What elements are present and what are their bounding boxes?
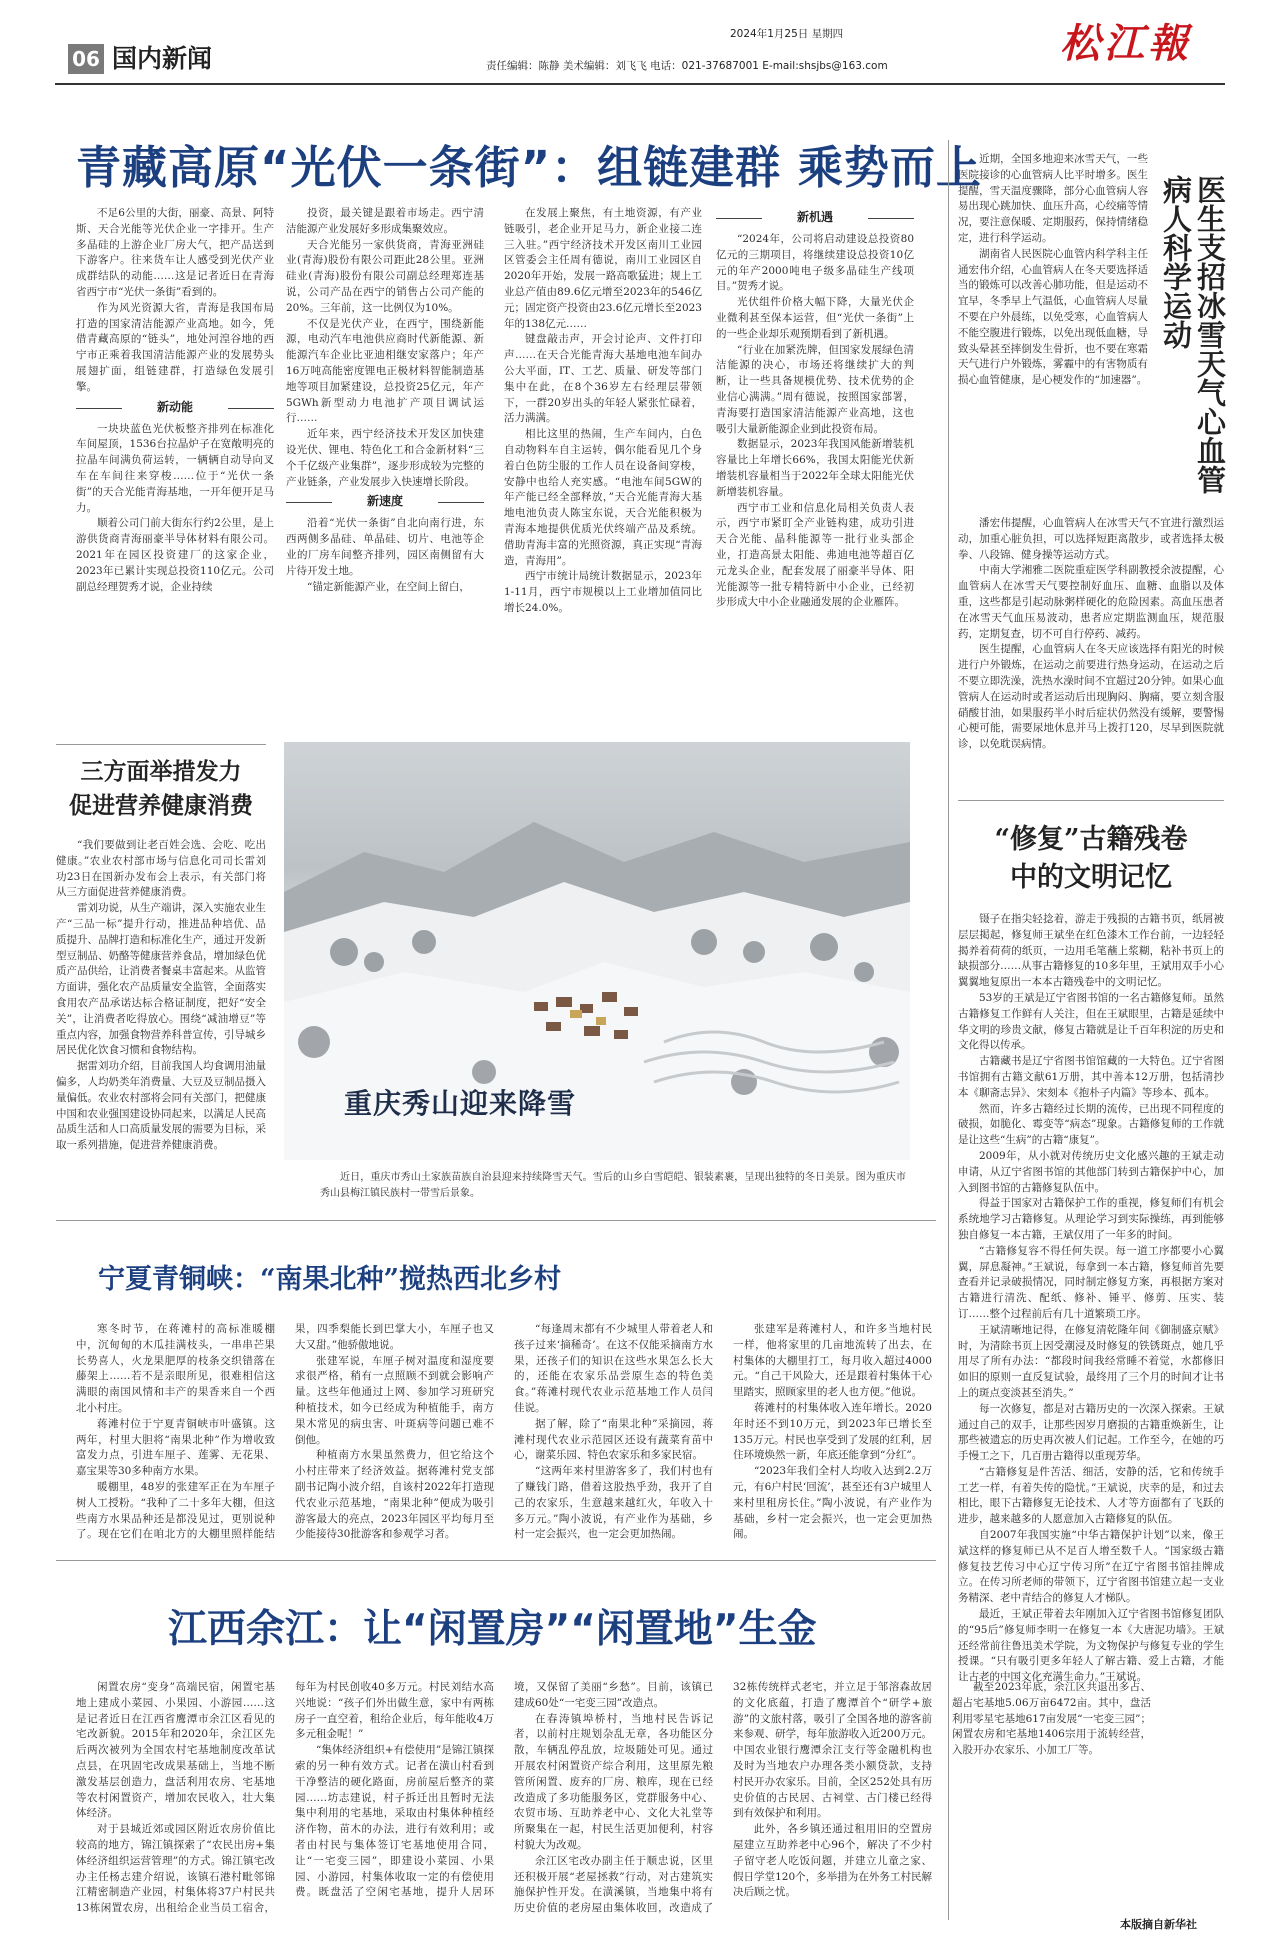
doctor-body-column — [958, 516, 1224, 784]
paragraph: 然而，许多古籍经过长期的流传，已出现不同程度的破损，如脆化、霉变等“病态”现象。古籍修复师的工作就是让这些“生病”的古籍“康复”。 — [958, 1102, 1224, 1147]
paragraph: 最近，王斌正带着去年刚加入辽宁省图书馆修复团队的“95后”修复师李明一在修复一本《大唐泥功墙》。王斌还经常前往鲁迅美术学院，为文物保护与修复专业的学生授课。“只有吸引更多年轻人了解古籍、爱上古籍，才能让古老的中国文化充满生命力。”王斌说。 — [958, 1608, 1224, 1684]
paragraph: 光伏组件价格大幅下降，大量光伏企业微利甚至保本运营，但“光伏一条街”上的一些企业却乐观预期看到了新机遇。 — [716, 296, 914, 340]
paragraph: “古籍修复是件苦活、细活，安静的活，它和传统手工艺一样，有着失传的隐忧。”王斌说，庆幸的是，和过去相比，眼下古籍修复无论技术、人才等方面都有了飞跃的进步，越来越多的人愿意加入古籍修复的队伍。 — [958, 1465, 1224, 1526]
source-credit: 本版摘自新华社 — [1120, 1918, 1197, 1931]
ningxia-headline: 宁夏青铜峡：“南果北种”搅热西北乡村 — [98, 1264, 562, 1295]
paragraph: “2024年，公司将启动建设总投资80亿元的三期项目，将继续建设总投资10亿元的年产2000吨电子级多晶硅生产线项目。”贺秀才说。 — [716, 233, 914, 293]
masthead-rule — [55, 83, 1225, 85]
paragraph: 投资，最关键是跟着市场走。西宁清洁能源产业发展好多形成集聚效应。 — [286, 207, 484, 235]
paragraph: 一块块蓝色光伏板整齐排列在标准化车间屋顶，1536台拉晶炉子在宽敞明亮的拉晶车间满负荷运转，一辆辆自动导向叉车在车间往来穿梭……位于“光伏一条街”的天合光能青海基地，一开年便开足马力。 — [76, 422, 274, 514]
paragraph: 自2007年我国实施“中华古籍保护计划”以来，像王斌这样的修复师已从不足百人增至数千人。“国家级古籍修复技艺传习中心辽宁传习所”在辽宁省图书馆挂牌成立。在传习所老师的带领下，辽宁省图书馆建立起一支业务精深、老中青结合的修复人才梯队。 — [958, 1529, 1224, 1605]
paragraph: “每逢周末都有不少城里人带着老人和孩子过来‘摘稀奇’。在这不仅能采摘南方水果，还孩子们的知识在这些水果怎么长大的，还能在农家乐品尝原生态的特色美食。”蒋滩村现代农业示范基地工作人员闫佳说。 — [514, 1323, 713, 1414]
paragraph: 中南大学湘雅二医院重症医学科副教授余波提醒，心血管病人在冰雪天气要控制好血压、血糖、血脂以及体重，这些都是引起动脉粥样硬化的危险因素。高血压患者在冰雪天气血压易波动，患者应定期监测血压，规范服药，定期复查，切不可自行停药、减药。 — [958, 564, 1224, 640]
paragraph: 天合光能另一家供货商，青海亚洲硅业(青海)股份有限公司距此28公里。亚洲硅业(青海)股份有限公司副总经理郑连基说，公司产品在西宁的销售占公司产能的20%。三年前，这一比例仅为10%。 — [286, 238, 484, 314]
ancient-headline-line1: “修复”古籍残卷 — [994, 824, 1188, 855]
paragraph: “我们要做到让老百姓会选、会吃、吃出健康。”农业农村部市场与信息化司司长雷刘功23日在国新办发布会上表示，有关部门将从三方面促进营养健康消费。 — [56, 839, 266, 899]
doctor-intro-column — [958, 152, 1148, 514]
paragraph: 得益于国家对古籍保护工作的重视，修复师们有机会系统地学习古籍修复。从理论学习到实际操练，再到能够独自修复一本古籍，王斌仅用了一年多的时间。 — [958, 1197, 1224, 1241]
main-column-2 — [286, 206, 484, 686]
photo-overlay-title: 重庆秀山迎来降雪 — [344, 1087, 577, 1120]
paragraph: 键盘敲击声，开会讨论声、文件打印声……在天合光能青海大基地电池车间办公大平面，IT、工艺、质量、研发等部门集中在此，在8个36岁左右经理层带领下，一群20岁出头的年轻人紧张忙碌着，活力满满。 — [504, 333, 702, 425]
paragraph: “古籍修复容不得任何失误。每一道工序都要小心翼翼，屏息凝神。”王斌说，每拿到一本古籍，修复师首先要查看并记录破损情况，同时制定修复方案，再根据方案对古籍进行清洗、配纸、修补、锤平、修剪、压实、装订……整个过程前后有几十道繁琐工序。 — [958, 1244, 1224, 1320]
paragraph: 顺着公司门前大街东行约2公里，是上游供货商青海丽豪半导体材料有限公司。2021年在园区投资建厂的这家企业，2023年已累计实现总投资110亿元。公司副总经理贺秀才说，企业持续 — [76, 517, 274, 593]
paragraph: 截至2023年底，余江区共退出多占、超占宅基地5.06万亩6472亩。其中，盘活利用零星宅基地617亩发展“一宅变三园”；闲置农房和宅基地1406宗用于流转经营，入股开办农家乐、小加工厂等。 — [952, 1681, 1151, 1757]
paragraph: 近年来，西宁经济技术开发区加快建设光伏、锂电、特色化工和合金新材料“三个千亿级产业集群”，逐步形成较为完整的产业链条，产业发展步入快速增长阶段。 — [286, 428, 484, 488]
issue-date: 2024年1月25日 星期四 — [730, 28, 844, 40]
main-column-1 — [76, 206, 274, 686]
paragraph: 2009年，从小就对传统历史文化感兴趣的王斌走动申请，从辽宁省图书馆的其他部门转到古籍保护中心，加入到图书馆的古籍修复队伍中。 — [958, 1149, 1224, 1194]
paragraph: 西宁市工业和信息化局相关负责人表示，西宁市紧盯全产业链构建，成功引进天合光能、晶科能源等一批行业头部企业，打造高景太阳能、弗迪电池等超百亿元龙头企业，配套发展了丽豪半导体、阳光能源等一批专精特新中小企业，已经初步形成大中小企业融通发展的企业雁阵。 — [716, 501, 914, 609]
paragraph: 近期，全国多地迎来冰雪天气，一些医院接诊的心血管病人比平时增多。医生提醒，雪天温度骤降，部分心血管病人容易出现心跳加快、血压升高，心绞痛等情况，要注意保暖、定期服药，保持情绪稳定，进行科学运动。 — [958, 153, 1148, 244]
paragraph: 张建军是蒋滩村人，和许多当地村民一样，他将家里的几亩地流转了出去，在村集体的大棚里打工，每月收入超过4000元。“自己干风险大，还是跟着村集体干心里踏实，照顾家里的老人也方便。”他说。 — [733, 1323, 932, 1399]
section-rule — [56, 1220, 936, 1221]
paragraph: 据了解，除了“南果北种”采摘园，蒋滩村现代农业示范园区还设有蔬菜育苗中心，谢菜乐园、特色农家乐和多家民宿。 — [514, 1417, 713, 1462]
column-divider — [948, 140, 949, 1920]
paragraph: 不仅是光伏产业，在西宁，围绕新能源，电动汽车电池供应商时代新能源、新能源汽车企业比亚迪相继安家落户；年产16万吨高能密度锂电正极材料智能制造基地等项目加紧建设，总投资25亿元，年产5GWh新型动力电池扩产项目调试运行…… — [286, 317, 484, 425]
paper-logo: 松江報 — [1060, 20, 1192, 67]
subhead-new-speed: 新速度 — [286, 494, 484, 510]
paragraph: 雷刘功说，从生产端讲，深入实施农业生产“三品一标”提升行动，推进品种培优、品质提升、品牌打造和标准化生产，通过开发新型豆制品、奶酪等健康营养食品，增加绿色优质产品供给，让消费者餐桌丰富起来。从监管方面讲，强化农产品质量安全监管，全面落实食用农产品承诺达标合格证制度，把好“安全关”，让消费者吃得放心。围绕“减油增豆”等重点内容，加强食物营养科普宣传，引导城乡居民优化饮食习惯和食物结构。 — [56, 902, 266, 1057]
paragraph: 湖南省人民医院心血管内科学科主任通宏伟介绍，心血管病人在冬天要选择适当的锻炼可以改善心肺功能，但是运动不宜早，冬季早上气温低，心血管病人尽量不要在户外晨练，以免受寒，心血管病人不能空腹进行锻炼，以免出现低血糖，导致头晕甚至摔倒发生骨折，也不要在寒霜天气进行户外锻炼，雾霾中的有害物质有损心血管健康，是心梗发作的“加速器”。 — [958, 247, 1148, 387]
paragraph: 闲置农房“变身”高端民宿，闲置宅基地上建成小菜园、小果园、小游园……这是记者近日在江西省鹰潭市余江区看见的宅改新貌。2015年和2020年，余江区先后两次被列为全国农村宅基地制度改革试点县，在巩固宅改成果基础上，当地不断激发基层创造力，盘活利用农房、宅基地等农村闲置资产，增加农民收入，壮大集体经济。 — [76, 1681, 275, 1820]
paragraph: 医生提醒，心血管病人在冬天应该选择有阳光的时候进行户外锻炼，在运动之前要进行热身运动，在运动之后不要立即洗澡，洗热水澡时间不宜超过20分钟。如果心血管病人在运动时或者运动后出现胸闷、胸痛，要立刻含服硝酸甘油，如果服药半小时后症状仍然没有缓解，要警惕心梗可能，需要尿地休息并马上拨打120，尽早到医院就诊，以免耽误病情。 — [958, 643, 1224, 751]
jiangxi-body — [76, 1680, 1151, 1926]
section-rule — [56, 1560, 936, 1561]
paragraph: 相比这里的热闹，生产车间内，白色自动物料车自主运转，偶尔能看见几个身着白色防尘服的工作人员在设备间穿梭，安静中也给人充实感。“电池车间5GW的年产能已经全部释放，”天合光能青海大基地电池负责人陈宝东说，天合光能积极为青海本地提供优质光伏终端产品及系统。借助青海丰富的光照资源，真正实现“青海造，青海用”。 — [504, 428, 702, 567]
paragraph: 蒋滩村的村集体收入连年增长。2020年时还不到10万元，到2023年已增长至135万元。村民也享受到了发展的红利，居住环境焕然一新，年底还能拿到“分红”。 — [733, 1401, 932, 1462]
photo-caption: 近日，重庆市秀山土家族苗族自治县迎来持续降雪天气。雪后的山乡白雪皑皑、银装素裹，呈现出独特的冬日美景。图为重庆市秀山县梅江镇民族村一带雪后景象。 — [320, 1172, 906, 1199]
paragraph: 每一次修复，都是对古籍历史的一次深入探索。王斌通过自己的双手，让那些因岁月磨损的古籍重焕新生，让那些被遗忘的历史再次被人们记起。工作至今，在她的巧手慢工之下，几百册古籍得以重现芳华。 — [958, 1402, 1224, 1463]
paragraph: 王斌清晰地记得，在修复清乾隆年间《御制盛京赋》时，为清除书页上因受潮浸及时修复的铁锈斑点，她几乎用尽了所有办法：“都段时间我经常睡不着觉，水都修旧如旧的原则一直反复试验，最终用了三个月的时间才让书上的斑点变淡甚至消失。” — [958, 1323, 1224, 1399]
jiangxi-headline: 江西余江：让“闲置房”“闲置地”生金 — [168, 1607, 817, 1652]
snow-village-photo — [284, 742, 910, 1160]
paragraph: 此外，各乡镇还通过租用旧的空置房屋建立互助养老中心96个，解决了不少村子留守老人吃饭问题，并建立儿童之家、假日学堂120个，多举措为在外务工村民解决后顾之忧。 — [733, 1823, 932, 1899]
health-body — [56, 838, 266, 1276]
main-column-4 — [716, 206, 914, 686]
paragraph: 潘宏伟提醒，心血管病人在冰雪天气不宜进行激烈运动，加重心脏负担，可以选择短距离散步，或者选择太极拳、八段锦、健身操等运动方式。 — [958, 517, 1224, 561]
paragraph: 余江区宅改办副主任于顺忠说，区里还积极开展“老屋拯救”行动，对古建筑实施保护性开发。在潢溪镇，当地集中将有历史价值的老房屋由集体收回，改造成了32栋传统样式老宅，并立足于邹溶森故居的文化底蕴，打造了鹰潭首个“研学+旅游”的文旅村落，吸引了全国各地的游客前来参观、研学，每年旅游收入近200万元。中国农业银行鹰潭余江支行等金融机构也及时为当地农户办理各类小额贷款，支持村民开办农家乐。目前，全区252处具有历史价值的古民居、古祠堂、古门楼已经得到有效保护和利用。 — [514, 1681, 932, 1915]
main-headline: 青藏高原“光伏一条街”：组链建群 乘势而上 — [76, 141, 982, 194]
section-name: 国内新闻 — [112, 44, 213, 73]
paragraph: “集体经济组织+有偿使用”是锦江镇探索的另一种有效方式。记者在潢山村看到干净整洁的硬化路面，房前屋后整齐的菜园……坊志建说，村子拆迁出且暂时无法集中利用的宅基地，采取由村集体种植经济作物，苗木的办法，进行有效利用；或者由村民与集体签订宅基地使用合同，让“一宅变三园”，即建设小菜园、小果园、小游园，村集体收取一定的有偿使用费。既盘活了空闲宅基地，提升人居环境，又保留了美丽“乡愁”。目前，该镇已建成60处“一宅变三园”改造点。 — [295, 1681, 713, 1899]
paragraph: “锚定新能源产业，在空间上留白， — [307, 580, 470, 593]
paragraph: 在春涛镇埠桥村，当地村民告诉记者，以前村庄规划杂乱无章，各功能区分散，车辆乱停乱放，垃圾随处可见。通过开展农村闲置资产综合利用，这里原先粮管所闲置、废弃的厂房、粮库，现在已经改造成了多功能服务区，党群服务中心、农贸市场、互助养老中心、文化大礼堂等所聚集在一起，村民生活更加便利，村容村貌大为改观。 — [514, 1712, 713, 1851]
section-rule — [56, 744, 266, 745]
main-column-3 — [504, 206, 702, 686]
paragraph: 作为风光资源大省，青海是我国布局打造的国家清洁能源产业高地。如今，凭借青藏高原的“链头”，地处河湟谷地的西宁市正乘着我国清洁能源产业的发展势头展翅扩面，组链建群，打造绿色发展引擎。 — [76, 301, 274, 393]
page-number: 06 — [68, 44, 104, 74]
health-headline-line1: 三方面举措发力 — [80, 758, 242, 785]
paragraph: 数据显示，2023年我国风能新增装机容量比上年增长66%，我国太阳能光伏新增装机容量相当于2022年全球太阳能光伏新增装机容量。 — [716, 438, 914, 498]
editor-info: 责任编辑：陈静 美术编辑：刘飞飞 电话：021-37687001 E-mail:shsjbs@163.com — [486, 60, 888, 72]
ancient-headline-line2: 中的文明记忆 — [1010, 862, 1172, 893]
health-headline-line2: 促进营养健康消费 — [69, 792, 253, 819]
paragraph: 对于县城近郊或园区附近农房价值比较高的地方，锦江镇探索了“农民出房+集体经济组织运营管理”的方式。锦江镇宅改办主任杨志建介绍说，该镇石港村毗邻锦江精密制造产业园，村集体将37户村民共13栋闲置农房，出租给企业当员工宿舍，每年为村民创收40多万元。村民刘结水高兴地说：“孩子们外出做生意，家中有两栋房子一直空着，租给企业后，每年能收4万多元租金呢！” — [76, 1681, 494, 1915]
subhead-wrap — [716, 206, 914, 232]
paragraph: 沿着“光伏一条街”自北向南行进，东西两侧多晶硅、单晶硅、切片、电池等企业的厂房车间整齐排列，园区南侧留有大片待开发土地。 — [286, 517, 484, 577]
paragraph: 在发展上聚焦，有土地资源，有产业链吸引，老企业开足马力，新企业接二连三入驻。”西宁经济技术开发区南川工业园区管委会主任周有德说，南川工业园区自2020年开始，发展一路高歌猛进；规上工业总产值由89.6亿元增至2023年的546亿元；固定资产投资由23.6亿元增长至2023年的138亿元…… — [504, 207, 702, 330]
paragraph: 镊子在指尖轻捻着，游走于残损的古籍书页，纸屑被层层掲起，修复师王斌坐在红色漆木工作台前，一边轻轻揭养着荷荷的纸页，一边用毛笔蘸上浆糊，粘补书页上的缺损部分……从事古籍修复的10多年里，王斌用双手小心翼翼地复原出一本本古籍残卷中的文明记忆。 — [958, 913, 1224, 989]
paragraph: 53岁的王斌是辽宁省图书馆的一名古籍修复师。虽然古籍修复工作鲜有人关注，但在王斌眼里，古籍是延续中华文明的珍贵文献，修复古籍就是让千百年积淀的历史和文化得以传承。 — [958, 991, 1224, 1052]
subhead-new-opportunity: 新机遇 — [716, 210, 914, 226]
paragraph: 据雷刘功介绍，目前我国人均食调用油量偏多，人均奶类年消费量、大豆及豆制品摄入量偏低。农业农村部将会同有关部门，把健康中国和农业强国建设协同起来，以满足人民高品质生活和人口高质量发展的需要为目标，采取一系列措施，促进营养健康消费。 — [56, 1060, 266, 1152]
subhead-new-momentum: 新动能 — [76, 400, 274, 416]
paragraph: 不足6公里的大街，丽豪、高景、阿特斯、天合光能等光伏企业一字排开。生产多晶硅的上游企业厂房大气，把产品送到下游客户。往来货车让人感受到光伏产业成群结队的动能……这是记者近日在青海省西宁市“光伏一条街”看到的。 — [76, 207, 274, 298]
paragraph: 暖棚里，48岁的张建军正在为车厘子树人工授粉。“我种了二十多年大棚，但这些南方水果品种还是都没见过，更别说种了。现在它们在咱北方的大棚里照样能结果，四季梨能长到巴掌大小，车厘子也又大又甜。”他骄傲地说。 — [76, 1323, 494, 1541]
paragraph: 古籍藏书是辽宁省图书馆馆藏的一大特色。辽宁省图书馆拥有古籍文献61万册，其中善本12万册，包括清抄本《聊斋志异》、宋刻本《抱朴子内篇》等珍本、孤本。 — [958, 1055, 1224, 1099]
doctor-headline: 医生支招冰雪天气心血管病人科学运动 — [1159, 175, 1227, 494]
paragraph: “这两年来村里游客多了，我们村也有了赚钱门路，借着这股热乎劲，我开了自己的农家乐，生意越来越红火，年收入十多万元。”陶小波说，有产业作为基础，乡村一定会振兴，也一定会更加热闹。 — [514, 1465, 713, 1541]
paragraph: 张建军说，车厘子树对温度和湿度要求很严格，稍有一点照顾不到就会影响产量。这些年他通过上网、参加学习班研究种植技术，如今已经成为种植能手，南方果木常见的病虫害、叶斑病等问题已难不倒他。 — [295, 1354, 494, 1446]
paragraph: 种植南方水果虽然费力，但它给这个小村庄带来了经济效益。据蒋滩村党支部副书记陶小波介绍，自该村2022年打造现代农业示范基地，“南果北种”便成为吸引游客最大的亮点，2023年园区平均每月至少能接待30批游客和参观学习者。 — [295, 1449, 494, 1541]
ningxia-body — [76, 1322, 932, 1548]
paragraph: 西宁市统计局统计数据显示，2023年1-11月，西宁市规模以上工业增加值同比增长24.0%。 — [504, 570, 702, 614]
section-rule — [958, 800, 1224, 801]
subhead-wrap — [76, 396, 274, 422]
paragraph: 蒋滩村位于宁夏青铜峡市叶盛镇。这两年，村里大胆将“南果北种”作为增收致富发力点，引进车厘子、莲雾、无花果、嘉宝果等30多种南方水果。 — [76, 1417, 275, 1478]
paragraph: “行业在加紧洗牌，但国家发展绿色清洁能源的决心，市场还将继续扩大的判断，让一些具备规模优势、技术优势的企业信心满满。”周有德说，按照国家部署，青海要打造国家清洁能源产业高地，这也吸引大量新能源企业到此投资布局。 — [716, 343, 914, 435]
subhead-wrap — [286, 490, 484, 516]
paragraph: “2023年我们全村人均收入达到2.2万元，有6户村民‘回流’，甚至还有3户城里人来村里租房长住。”陶小波说，有产业作为基础，乡村一定会振兴，也一定会更加热闹。 — [733, 1465, 932, 1541]
paragraph: 寒冬时节，在蒋滩村的高标准暖棚中，沉甸甸的木瓜挂满枝头，一串串芒果长势喜人，火龙果肥厚的枝条交织错落在藤架上……若不是亲眼所见，很难相信这满眼的南国风情和丰产的果香来自一个西北小村庄。 — [76, 1323, 275, 1414]
